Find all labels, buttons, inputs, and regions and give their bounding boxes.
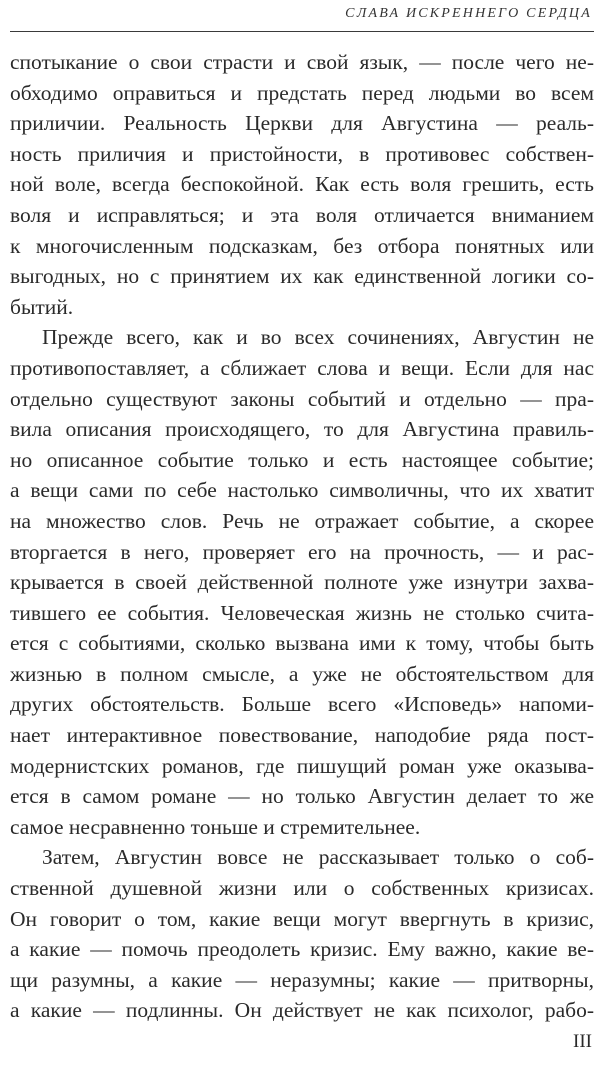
text-line: ется в самом романе — но только Августин делает то же [10, 784, 594, 809]
text-line: других обстоятельств. Больше всего «Исповедь» напоми- [10, 692, 594, 717]
text-line: нает интерактивное повествование, наподобие ряда пост- [10, 723, 594, 748]
text-line: самое несравненно тоньше и стремительнее. [10, 814, 421, 839]
text-line: на множество слов. Речь не отражает событие, а скорее [10, 508, 594, 533]
text-line: модернистских романов, где пишущий роман уже оказыва- [10, 753, 594, 778]
text-line: жизнью в полном смысле, а уже не обстоятельством для [10, 661, 594, 686]
text-line: выгодных, но с принятием их как единственной логики со- [10, 264, 594, 289]
text-line: а вещи сами по себе настолько символичны, что их хватит [10, 478, 594, 503]
text-line: спотыкание о свои страсти и свой язык, — после чего не- [10, 50, 594, 74]
text-line: к многочисленным подсказкам, без отбора понятных или [10, 233, 594, 258]
text-line: а какие — подлинны. Он действует не как психолог, рабо- [10, 998, 594, 1023]
text-line: противопоставляет, а сближает слова и вещи. Если для нас [10, 355, 594, 380]
body-text [10, 47, 594, 1026]
text-line: вторгается в него, проверяет его на прочность, — и рас- [10, 539, 594, 564]
text-line: крывается в своей действенной полноте уже изнутри захва- [10, 570, 594, 595]
text-line: но описанное событие только и есть настоящее событие; [10, 447, 594, 472]
text-line: воля и исправляться; и эта воля отличается вниманием [10, 202, 594, 227]
text-line: отдельно существуют законы событий и отдельно — пра- [10, 386, 594, 411]
text-line: Он говорит о том, какие вещи могут ввергнуть в кризис, [10, 906, 594, 931]
text-line: приличии. Реальность Церкви для Августина — реаль- [10, 111, 594, 136]
text-line: щи разумны, а какие — неразумны; какие — притворны, [10, 967, 594, 992]
text-line: Прежде всего, как и во всех сочинениях, Августин не [42, 325, 594, 350]
text-line: ность приличия и пристойности, в противовес собствен- [10, 141, 594, 166]
text-line: ной воле, всегда беспокойной. Как есть воля грешить, есть [10, 172, 594, 197]
text-line: вила описания происходящего, то для Августина правиль- [10, 417, 594, 442]
text-line: обходимо оправиться и предстать перед людьми во всем [10, 80, 594, 105]
header-rule [10, 31, 594, 32]
text-line: бытий. [10, 294, 74, 319]
text-line: ется с событиями, сколько вызвана ими к тому, чтобы быть [10, 631, 594, 656]
text-line: Затем, Августин вовсе не рассказывает только о соб- [42, 845, 594, 870]
text-line: тившего ее события. Человеческая жизнь не столько счита- [10, 600, 594, 625]
text-line: ственной душевной жизни или о собственных кризисах. [10, 876, 594, 901]
page-number: III [573, 1031, 592, 1052]
text-line: а какие — помочь преодолеть кризис. Ему важно, какие ве- [10, 937, 594, 962]
running-head: СЛАВА ИСКРЕННЕГО СЕРДЦА [345, 6, 592, 21]
